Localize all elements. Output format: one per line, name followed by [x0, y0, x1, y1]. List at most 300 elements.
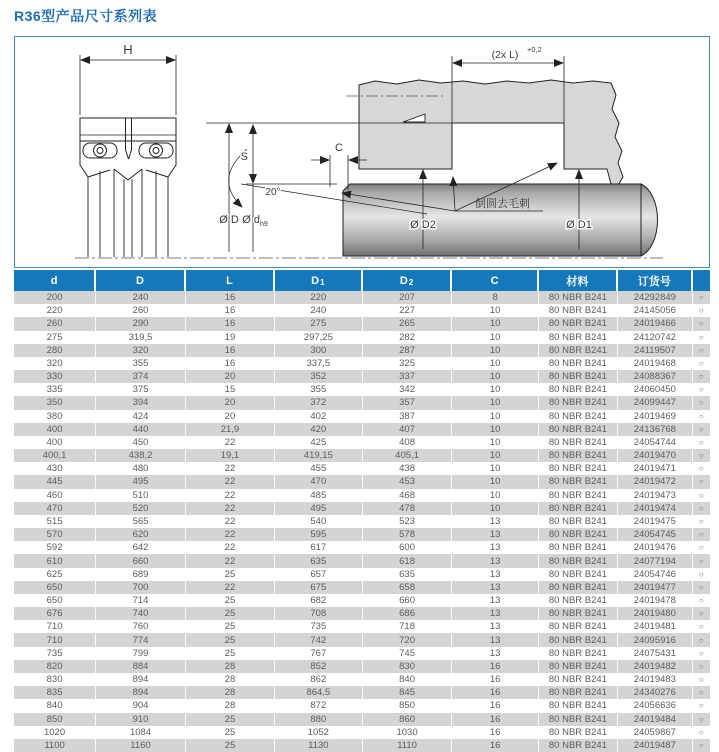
- table-row: [14, 686, 710, 699]
- table-cell: 260: [96, 304, 186, 317]
- table-cell: 24099447: [618, 396, 692, 409]
- table-cell: 420: [275, 423, 363, 436]
- table-cell: 852: [275, 660, 363, 673]
- table-cell: 24292849: [618, 291, 692, 304]
- table-cell: 80 NBR B241: [539, 317, 618, 330]
- table-cell: 515: [14, 515, 96, 528]
- availability-cell: ○: [698, 661, 704, 671]
- table-cell: 24019469: [618, 410, 692, 423]
- table-cell: 290: [96, 317, 186, 330]
- table-cell: 13: [452, 620, 538, 633]
- table-cell: 342: [363, 383, 453, 396]
- availability-cell: ○: [698, 675, 704, 685]
- table-cell: 80 NBR B241: [539, 554, 618, 567]
- table-cell: 400: [14, 436, 96, 449]
- availability-cell: ○: [698, 622, 704, 632]
- table-cell: 80 NBR B241: [539, 699, 618, 712]
- table-cell: 227: [363, 304, 453, 317]
- table-row: [14, 726, 710, 739]
- table-cell: 22: [186, 581, 275, 594]
- table-cell: 10: [452, 383, 538, 396]
- table-cell: 16: [452, 739, 538, 752]
- table-cell: 22: [186, 436, 275, 449]
- availability-cell: ○: [698, 503, 704, 513]
- availability-cell: ○: [698, 451, 704, 461]
- dim-label-dia-D2: Ø D2: [410, 219, 436, 231]
- table-cell: 10: [452, 396, 538, 409]
- table-cell: 80 NBR B241: [539, 370, 618, 383]
- table-cell: 657: [275, 568, 363, 581]
- header-cell-D: D: [96, 270, 186, 291]
- dim-label-dia-d-h9: Ø $d_{h9}$: [242, 214, 268, 228]
- table-row: [14, 436, 710, 449]
- table-cell: 80 NBR B241: [539, 607, 618, 620]
- header-cell-avail: [693, 270, 710, 291]
- table-cell: 25: [186, 607, 275, 620]
- dim-label-2xL: (2x L): [491, 49, 519, 61]
- table-cell: 13: [452, 647, 538, 660]
- availability-cell: ○: [698, 490, 704, 500]
- table-cell: 13: [452, 568, 538, 581]
- table-cell: 453: [363, 475, 453, 488]
- deburr-note: 倒圆去毛刺: [475, 198, 530, 210]
- table-cell: 297,25: [275, 331, 363, 344]
- table-cell: 24119507: [618, 344, 692, 357]
- table-cell: 700: [96, 581, 186, 594]
- table-cell: 80 NBR B241: [539, 304, 618, 317]
- table-cell: 21,9: [186, 423, 275, 436]
- availability-cell: ○: [698, 517, 704, 526]
- table-cell: 287: [363, 344, 453, 357]
- table-cell: 13: [452, 554, 538, 567]
- garter-spring-right: [150, 144, 163, 157]
- technical-drawing: [15, 37, 709, 267]
- table-cell: 10: [452, 489, 538, 502]
- table-cell: 16: [186, 291, 275, 304]
- table-cell: 380: [14, 410, 96, 423]
- table-cell: 275: [275, 317, 363, 330]
- table-cell: 80 NBR B241: [539, 594, 618, 607]
- table-cell: 894: [96, 686, 186, 699]
- table-cell: 275: [14, 331, 96, 344]
- table-cell: 24075431: [618, 647, 692, 660]
- table-cell: 910: [96, 713, 186, 726]
- table-row: [14, 410, 710, 423]
- dim-label-C: C: [335, 142, 343, 154]
- availability-cell: ○: [698, 385, 704, 395]
- table-cell: 16: [186, 357, 275, 370]
- table-cell: 13: [452, 594, 538, 607]
- table-cell: 470: [275, 475, 363, 488]
- table-cell: 80 NBR B241: [539, 383, 618, 396]
- table-cell: 10: [452, 475, 538, 488]
- table-row: [14, 489, 710, 502]
- table-cell: 24019487: [618, 739, 692, 752]
- table-row: [14, 699, 710, 712]
- table-cell: 830: [14, 673, 96, 686]
- table-cell: 760: [96, 620, 186, 633]
- table-row: [14, 449, 710, 462]
- table-cell: 265: [363, 317, 453, 330]
- table-cell: 80 NBR B241: [539, 462, 618, 475]
- table-cell: 22: [186, 475, 275, 488]
- table-row: [14, 541, 710, 554]
- table-cell: 24060450: [618, 383, 692, 396]
- availability-cell: ○: [698, 424, 704, 434]
- table-cell: 650: [14, 581, 96, 594]
- availability-cell: ○: [698, 648, 704, 658]
- table-cell: 355: [275, 383, 363, 396]
- table-cell: 24019484: [618, 713, 692, 726]
- table-cell: 676: [14, 607, 96, 620]
- table-cell: 710: [14, 620, 96, 633]
- table-cell: 19,1: [186, 449, 275, 462]
- table-cell: 1052: [275, 726, 363, 739]
- table-cell: 10: [452, 423, 538, 436]
- availability-cell: ○: [698, 609, 704, 619]
- table-row: [14, 317, 710, 330]
- table-cell: 495: [96, 475, 186, 488]
- table-cell: 337,5: [275, 357, 363, 370]
- table-row: [14, 344, 710, 357]
- table-cell: 25: [186, 713, 275, 726]
- table-cell: 625: [14, 568, 96, 581]
- table-cell: 80 NBR B241: [539, 739, 618, 752]
- header-cell-order_no: 订货号: [618, 270, 692, 291]
- table-cell: 80 NBR B241: [539, 660, 618, 673]
- table-cell: 22: [186, 528, 275, 541]
- table-cell: 740: [96, 607, 186, 620]
- table-cell: 830: [363, 660, 453, 673]
- table-cell: 28: [186, 673, 275, 686]
- availability-cell: ○: [698, 727, 704, 737]
- table-cell: 80 NBR B241: [539, 331, 618, 344]
- availability-cell: ○: [698, 556, 704, 566]
- table-cell: 835: [14, 686, 96, 699]
- availability-cell: ○: [698, 635, 704, 645]
- header-cell-L: L: [186, 270, 275, 291]
- table-cell: 20: [186, 410, 275, 423]
- table-cell: 80 NBR B241: [539, 436, 618, 449]
- table-cell: 16: [452, 660, 538, 673]
- table-cell: 10: [452, 410, 538, 423]
- header-cell-material: 材料: [539, 270, 618, 291]
- availability-cell: ○: [698, 332, 704, 342]
- table-cell: 24019477: [618, 581, 692, 594]
- table-cell: 24019475: [618, 515, 692, 528]
- table-cell: 24019476: [618, 541, 692, 554]
- table-cell: 617: [275, 541, 363, 554]
- table-cell: 80 NBR B241: [539, 713, 618, 726]
- table-cell: 300: [275, 344, 363, 357]
- table-cell: 240: [275, 304, 363, 317]
- table-cell: 880: [275, 713, 363, 726]
- table-cell: 10: [452, 370, 538, 383]
- table-cell: 24054746: [618, 568, 692, 581]
- table-cell: 80 NBR B241: [539, 620, 618, 633]
- table-cell: 904: [96, 699, 186, 712]
- table-cell: 470: [14, 502, 96, 515]
- table-cell: 1110: [363, 739, 453, 752]
- table-cell: 845: [363, 686, 453, 699]
- table-cell: 319,5: [96, 331, 186, 344]
- table-row: [14, 739, 710, 752]
- table-cell: 708: [275, 607, 363, 620]
- table-cell: 16: [452, 713, 538, 726]
- table-cell: 330: [14, 370, 96, 383]
- table-row: [14, 515, 710, 528]
- availability-cell: ○: [698, 740, 704, 750]
- technical-drawing-frame: [14, 36, 710, 268]
- table-header-row: [14, 270, 710, 291]
- table-row: [14, 357, 710, 370]
- table-cell: 28: [186, 660, 275, 673]
- availability-cell: ○: [698, 464, 704, 474]
- table-cell: 80 NBR B241: [539, 357, 618, 370]
- table-cell: 80 NBR B241: [539, 647, 618, 660]
- table-cell: 24019478: [618, 594, 692, 607]
- table-cell: 767: [275, 647, 363, 660]
- table-cell: 16: [452, 673, 538, 686]
- table-row: [14, 673, 710, 686]
- table-cell: 25: [186, 647, 275, 660]
- table-cell: 80 NBR B241: [539, 673, 618, 686]
- housing-section: [346, 80, 623, 187]
- table-cell: 10: [452, 304, 538, 317]
- table-cell: 25: [186, 633, 275, 646]
- availability-cell: ○: [698, 411, 704, 421]
- table-row: [14, 462, 710, 475]
- table-cell: 540: [275, 515, 363, 528]
- header-cell-D1: D 1: [275, 270, 363, 291]
- table-cell: 450: [96, 436, 186, 449]
- table-row: [14, 607, 710, 620]
- table-cell: 592: [14, 541, 96, 554]
- availability-cell: ○: [698, 569, 704, 579]
- table-cell: 610: [14, 554, 96, 567]
- table-row: [14, 331, 710, 344]
- table-cell: 24145056: [618, 304, 692, 317]
- table-cell: 350: [14, 396, 96, 409]
- availability-cell: ○: [698, 345, 704, 355]
- table-row: [14, 554, 710, 567]
- table-cell: 658: [363, 581, 453, 594]
- table-cell: 20: [186, 370, 275, 383]
- dim-label-S: S: [240, 151, 248, 163]
- table-cell: 280: [14, 344, 96, 357]
- table-cell: 24136768: [618, 423, 692, 436]
- table-cell: 352: [275, 370, 363, 383]
- table-cell: 80 NBR B241: [539, 515, 618, 528]
- table-cell: 735: [14, 647, 96, 660]
- table-row: [14, 713, 710, 726]
- table-cell: 80 NBR B241: [539, 541, 618, 554]
- table-cell: 742: [275, 633, 363, 646]
- table-cell: 80 NBR B241: [539, 449, 618, 462]
- availability-cell: ○: [698, 319, 704, 329]
- table-cell: 1020: [14, 726, 96, 739]
- table-cell: 570: [14, 528, 96, 541]
- table-cell: 337: [363, 370, 453, 383]
- table-cell: 355: [96, 357, 186, 370]
- table-cell: 15: [186, 383, 275, 396]
- table-cell: 24019472: [618, 475, 692, 488]
- table-row: [14, 396, 710, 409]
- table-cell: 24120742: [618, 331, 692, 344]
- table-cell: 22: [186, 489, 275, 502]
- table-cell: 445: [14, 475, 96, 488]
- spring-pocket-left: [83, 143, 117, 158]
- table-cell: 675: [275, 581, 363, 594]
- table-cell: 24077194: [618, 554, 692, 567]
- table-cell: 240: [96, 291, 186, 304]
- table-cell: 80 NBR B241: [539, 726, 618, 739]
- table-cell: 862: [275, 673, 363, 686]
- table-row: [14, 370, 710, 383]
- table-cell: 10: [452, 462, 538, 475]
- table-cell: 24019466: [618, 317, 692, 330]
- table-cell: 799: [96, 647, 186, 660]
- table-cell: 13: [452, 541, 538, 554]
- table-cell: 485: [275, 489, 363, 502]
- table-cell: 25: [186, 594, 275, 607]
- table-cell: 400,1: [14, 449, 96, 462]
- table-cell: 24095916: [618, 633, 692, 646]
- table-cell: 820: [14, 660, 96, 673]
- table-cell: 80 NBR B241: [539, 344, 618, 357]
- dim-label-2xL-tol: +0,2: [527, 45, 542, 54]
- dim-label-dia-D: Ø D: [219, 214, 239, 226]
- table-cell: 635: [363, 568, 453, 581]
- table-cell: 22: [186, 515, 275, 528]
- table-cell: 24019482: [618, 660, 692, 673]
- table-cell: 10: [452, 436, 538, 449]
- table-cell: 400: [14, 423, 96, 436]
- table-cell: 80 NBR B241: [539, 528, 618, 541]
- size-series-table: [14, 270, 710, 752]
- availability-cell: ○: [698, 701, 704, 711]
- table-cell: 10: [452, 331, 538, 344]
- table-cell: 24019473: [618, 489, 692, 502]
- table-cell: 1030: [363, 726, 453, 739]
- table-cell: 80 NBR B241: [539, 633, 618, 646]
- table-cell: 745: [363, 647, 453, 660]
- table-cell: 16: [452, 699, 538, 712]
- table-cell: 16: [186, 344, 275, 357]
- table-cell: 578: [363, 528, 453, 541]
- table-cell: 24054744: [618, 436, 692, 449]
- table-cell: 13: [452, 515, 538, 528]
- table-cell: 80 NBR B241: [539, 396, 618, 409]
- table-cell: 24088367: [618, 370, 692, 383]
- table-cell: 24054745: [618, 528, 692, 541]
- table-cell: 320: [96, 344, 186, 357]
- table-cell: 24019470: [618, 449, 692, 462]
- table-cell: 207: [363, 291, 453, 304]
- table-cell: 20: [186, 396, 275, 409]
- table-cell: 80 NBR B241: [539, 568, 618, 581]
- table-cell: 510: [96, 489, 186, 502]
- table-cell: 565: [96, 515, 186, 528]
- table-row: [14, 475, 710, 488]
- table-row: [14, 581, 710, 594]
- table-row: [14, 502, 710, 515]
- table-cell: 407: [363, 423, 453, 436]
- table-cell: 80 NBR B241: [539, 502, 618, 515]
- seal-cross-section: [80, 118, 176, 257]
- table-row: [14, 291, 710, 304]
- table-cell: 714: [96, 594, 186, 607]
- table-cell: 408: [363, 436, 453, 449]
- table-cell: 495: [275, 502, 363, 515]
- table-cell: 24019471: [618, 462, 692, 475]
- table-cell: 710: [14, 633, 96, 646]
- table-cell: 850: [363, 699, 453, 712]
- table-cell: 774: [96, 633, 186, 646]
- table-cell: 689: [96, 568, 186, 581]
- table-cell: 25: [186, 620, 275, 633]
- table-cell: 10: [452, 449, 538, 462]
- table-cell: 850: [14, 713, 96, 726]
- availability-cell: ○: [698, 530, 704, 540]
- spring-pocket-right: [139, 143, 173, 158]
- table-cell: 864,5: [275, 686, 363, 699]
- table-cell: 872: [275, 699, 363, 712]
- table-cell: 325: [363, 357, 453, 370]
- table-cell: 635: [275, 554, 363, 567]
- table-cell: 80 NBR B241: [539, 489, 618, 502]
- table-cell: 16: [452, 726, 538, 739]
- availability-cell: ○: [698, 714, 704, 724]
- table-cell: 424: [96, 410, 186, 423]
- table-cell: 22: [186, 462, 275, 475]
- table-cell: 10: [452, 502, 538, 515]
- table-cell: 25: [186, 726, 275, 739]
- table-cell: 28: [186, 699, 275, 712]
- table-cell: 620: [96, 528, 186, 541]
- table-cell: 860: [363, 713, 453, 726]
- table-cell: 595: [275, 528, 363, 541]
- table-cell: 24019468: [618, 357, 692, 370]
- table-cell: 1160: [96, 739, 186, 752]
- table-row: [14, 633, 710, 646]
- table-cell: 19: [186, 331, 275, 344]
- table-cell: 735: [275, 620, 363, 633]
- table-cell: 13: [452, 581, 538, 594]
- table-cell: 220: [275, 291, 363, 304]
- table-cell: 718: [363, 620, 453, 633]
- table-cell: 425: [275, 436, 363, 449]
- table-cell: 24019474: [618, 502, 692, 515]
- availability-cell: ○: [698, 596, 704, 606]
- table-cell: 523: [363, 515, 453, 528]
- availability-cell: ○: [698, 293, 704, 303]
- table-cell: 24019480: [618, 607, 692, 620]
- table-row: [14, 528, 710, 541]
- table-cell: 840: [14, 699, 96, 712]
- table-cell: 80 NBR B241: [539, 686, 618, 699]
- table-cell: 1130: [275, 739, 363, 752]
- table-cell: 220: [14, 304, 96, 317]
- table-cell: 468: [363, 489, 453, 502]
- availability-cell: ○: [698, 372, 704, 382]
- availability-cell: ○: [698, 398, 704, 408]
- table-cell: 260: [14, 317, 96, 330]
- availability-cell: ○: [698, 582, 704, 592]
- table-cell: 402: [275, 410, 363, 423]
- header-cell-D2: D 2: [363, 270, 453, 291]
- table-cell: 357: [363, 396, 453, 409]
